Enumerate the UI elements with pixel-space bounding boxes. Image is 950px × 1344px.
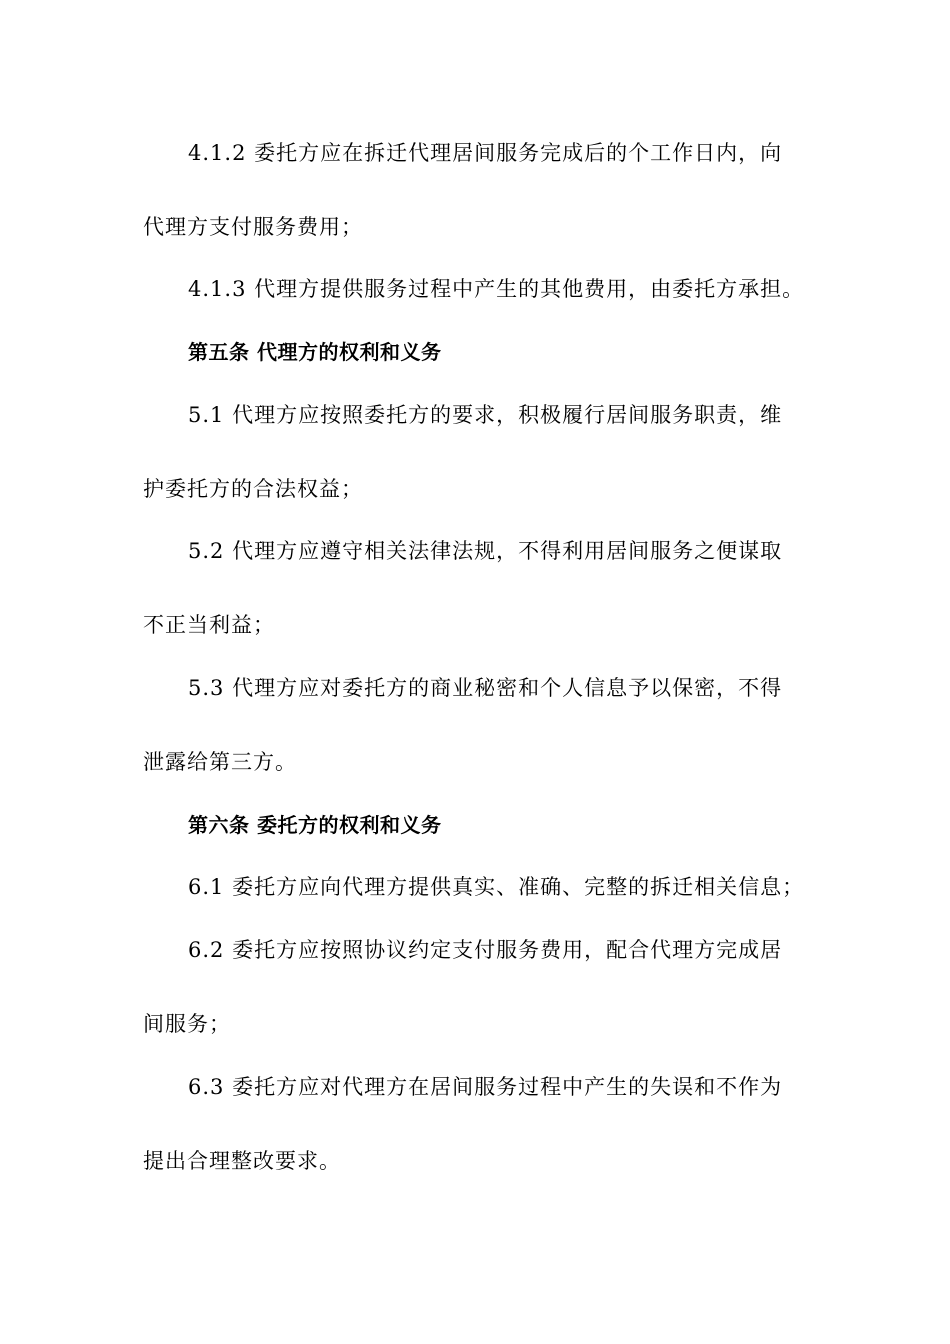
- clause-5-2-line-2: 不正当利益；: [143, 613, 275, 637]
- article-5-heading: 第五条 代理方的权利和义务: [188, 340, 442, 364]
- clause-6-1: 6.1 委托方应向代理方提供真实、准确、完整的拆迁相关信息；: [188, 875, 805, 899]
- clause-6-3-line-1: 6.3 委托方应对代理方在居间服务过程中产生的失误和不作为: [188, 1075, 783, 1099]
- clause-5-3-line-2: 泄露给第三方。: [143, 750, 297, 774]
- article-6-heading: 第六条 委托方的权利和义务: [188, 813, 442, 837]
- clause-4-1-2-line-1: 4.1.2 委托方应在拆迁代理居间服务完成后的个工作日内，向: [188, 141, 783, 165]
- clause-5-1-line-2: 护委托方的合法权益；: [143, 477, 363, 501]
- clause-6-2-line-1: 6.2 委托方应按照协议约定支付服务费用，配合代理方完成居: [188, 938, 783, 962]
- clause-4-1-3: 4.1.3 代理方提供服务过程中产生的其他费用，由委托方承担。: [188, 277, 805, 301]
- clause-5-3-line-1: 5.3 代理方应对委托方的商业秘密和个人信息予以保密，不得: [188, 676, 783, 700]
- clause-5-1-line-1: 5.1 代理方应按照委托方的要求，积极履行居间服务职责，维: [188, 403, 783, 427]
- clause-5-2-line-1: 5.2 代理方应遵守相关法律法规，不得利用居间服务之便谋取: [188, 539, 783, 563]
- clause-4-1-2-line-2: 代理方支付服务费用；: [143, 215, 363, 239]
- clause-6-3-line-2: 提出合理整改要求。: [143, 1149, 341, 1173]
- clause-6-2-line-2: 间服务；: [143, 1012, 231, 1036]
